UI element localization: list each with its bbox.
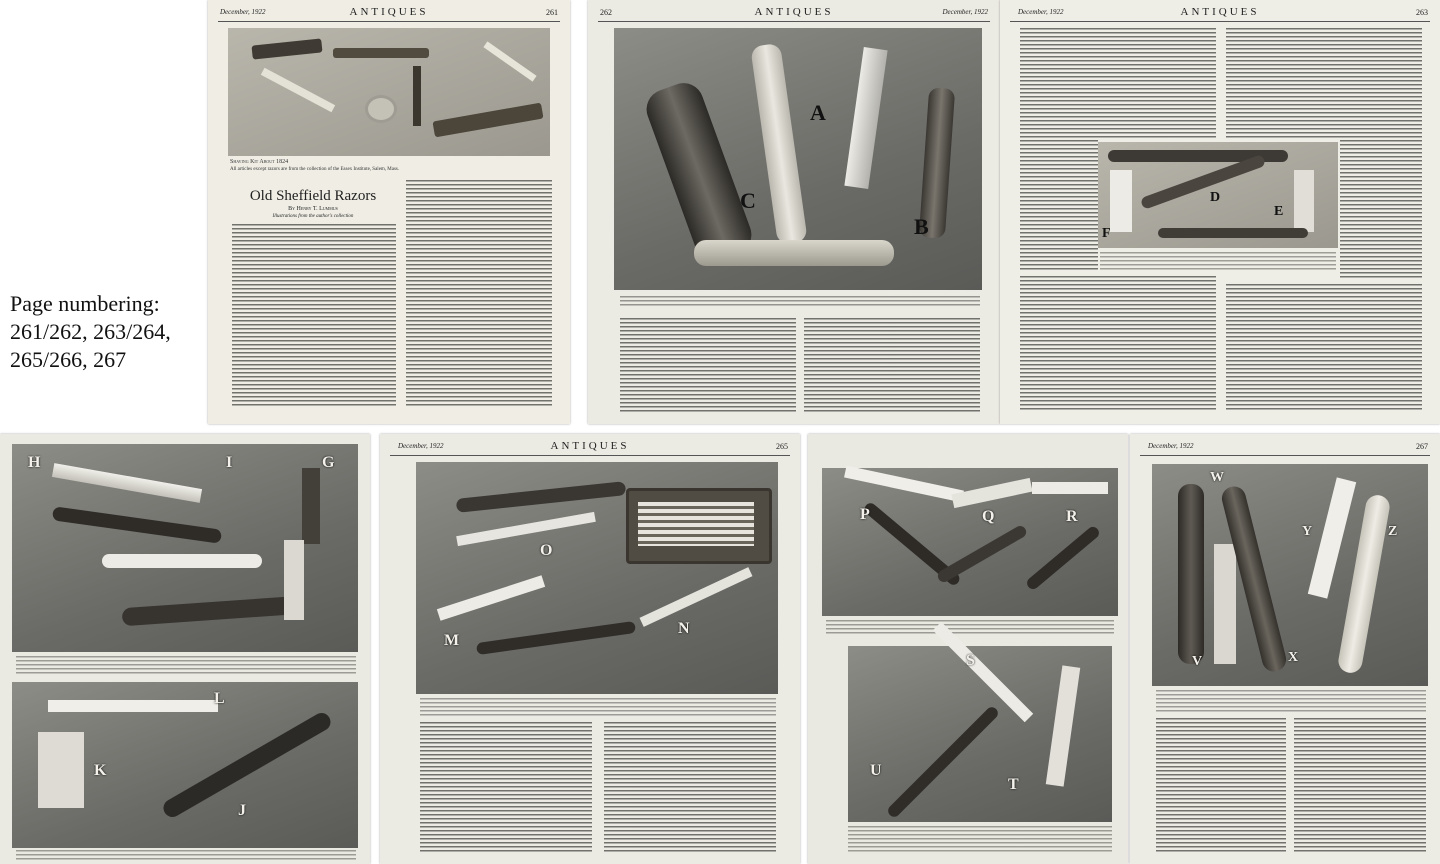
captions-p-r [826, 620, 1114, 636]
page-number: 265 [776, 442, 788, 451]
figure-letter-i: I [226, 454, 233, 471]
razors-j-l-photo [12, 682, 358, 848]
page-267 [1130, 434, 1440, 864]
column-2-text-right [1340, 140, 1422, 280]
figure-letter-m: M [444, 632, 460, 649]
captions-h-g [16, 656, 356, 674]
page-261 [208, 0, 570, 424]
figure-letter-c: C [740, 188, 756, 213]
page-number: 262 [600, 8, 612, 17]
illustrations-note: Illustrations from the author's collection [272, 214, 354, 219]
article-title: Old Sheffield Razors [249, 188, 377, 204]
razor-t-blade [1046, 665, 1081, 786]
masthead [208, 6, 570, 20]
razor-l-blade [48, 700, 218, 712]
masthead-date: December, 1922 [1148, 442, 1194, 450]
note-line-2: 265/266, 267 [10, 347, 127, 372]
column-1-text [620, 318, 796, 412]
column-2-text [804, 318, 980, 412]
figure-letter-l: L [214, 690, 225, 707]
masthead-rule [1010, 21, 1430, 22]
razor-e-blade [1294, 170, 1314, 232]
column-1-text-left [1020, 140, 1098, 272]
razor-j-handle [160, 710, 334, 821]
razor-k-blade [38, 732, 84, 808]
razor-r-handle [1025, 524, 1102, 591]
masthead-rule [1140, 455, 1430, 456]
razor-u-handle [886, 705, 1001, 820]
figure-letter-z: Z [1388, 524, 1398, 539]
razor-decorated-handle [122, 596, 303, 627]
figure-letter-p: P [860, 506, 870, 523]
masthead-date: December, 1922 [942, 8, 988, 16]
page-265 [380, 434, 800, 864]
column-2-text-top [1226, 28, 1422, 138]
razor-p-blade [844, 466, 964, 503]
razor-d-handle [1140, 154, 1266, 210]
figure-captions [1100, 252, 1336, 272]
razor-o-handle [456, 481, 627, 513]
figure-letter-q: Q [982, 508, 995, 525]
razor-b-handle [694, 240, 894, 266]
page-264 [0, 434, 370, 864]
razor-m-handle [476, 621, 636, 655]
razor-n-blade [640, 567, 753, 627]
razor-g-blade-2 [284, 540, 304, 620]
razors-a-c-photo [614, 28, 982, 290]
figure-letter-s: S [966, 652, 975, 669]
page-number: 267 [1416, 442, 1428, 451]
page-number: 263 [1416, 8, 1428, 17]
razor-c-handle [641, 78, 757, 267]
masthead-rule [598, 21, 990, 22]
figure-letter-x: X [1288, 650, 1299, 665]
photo-subcaption: All articles except razors are from the collection of the Essex Institute, Salem, Mass. [230, 167, 400, 172]
razor-y-blade [1308, 477, 1356, 598]
figure-letter-o: O [540, 542, 553, 559]
figure-letter-e: E [1274, 204, 1284, 219]
masthead [380, 440, 800, 454]
razors-h-g-photo [12, 444, 358, 652]
razors-v-z-photo [1152, 464, 1428, 686]
masthead-date: December, 1922 [1018, 8, 1064, 16]
razor-a-handle [750, 43, 808, 245]
note-line-1: 261/262, 263/264, [10, 319, 171, 344]
figure-letter-d: D [1210, 190, 1221, 205]
masthead-title: ANTIQUES [349, 6, 429, 18]
masthead-rule [218, 21, 560, 22]
page-263 [1000, 0, 1440, 424]
figure-letter-b: B [914, 214, 929, 239]
column-2-text [604, 722, 776, 852]
razor-open-2 [483, 41, 536, 81]
masthead [1000, 6, 1440, 20]
masthead-date: December, 1922 [220, 8, 266, 16]
byline: By Henry T. Lummus [288, 206, 338, 212]
page-numbering-note [10, 290, 171, 374]
razor-white-handle [102, 554, 262, 568]
razors-m-o-photo [416, 462, 778, 694]
razor-box-blades [638, 502, 754, 546]
figure-letter-w: W [1210, 470, 1224, 485]
page-262 [588, 0, 1000, 424]
figure-letter-g: G [322, 454, 335, 471]
figure-captions [620, 296, 980, 308]
razor-h-handle [52, 506, 222, 544]
column-1-text [420, 722, 592, 852]
column-2-text-bottom [1226, 284, 1422, 412]
figure-letter-r: R [1066, 508, 1078, 525]
shaving-kit-photo [228, 28, 550, 156]
figure-letter-h: H [28, 454, 41, 471]
column-1-text [232, 224, 396, 408]
razor-h-blade [52, 463, 202, 503]
masthead-title: ANTIQUES [754, 6, 834, 18]
razor-m-blade [437, 575, 545, 620]
figure-letter-j: J [238, 802, 246, 819]
razor-open [261, 68, 335, 113]
razors-p-r-photo [822, 468, 1118, 616]
razor-q-blade [951, 478, 1032, 508]
page-number: 261 [546, 8, 558, 17]
column-1-text-bottom [1020, 276, 1216, 412]
razor-v-blade [1214, 544, 1236, 664]
figure-letter-t: T [1008, 776, 1019, 793]
razor-case-2 [333, 48, 429, 58]
column-2-text [406, 180, 552, 408]
razor-s-blade [933, 622, 1033, 722]
soap-tin [368, 98, 394, 120]
figure-letter-f: F [1102, 226, 1111, 241]
masthead-title: ANTIQUES [550, 440, 630, 452]
figure-letter-v: V [1192, 654, 1203, 669]
razor-a-blade [844, 47, 887, 189]
captions-s-u [848, 826, 1112, 852]
razor-o-blade [456, 512, 596, 546]
figure-letter-y: Y [1302, 524, 1313, 539]
razor-w-handle [1178, 484, 1204, 664]
figure-letter-a: A [810, 100, 826, 125]
figure-letter-n: N [678, 620, 690, 637]
column-2-text [1294, 718, 1426, 852]
razor-g-blade [302, 468, 320, 544]
razor-bottom-handle [1158, 228, 1308, 238]
razor-q-handle [936, 524, 1029, 584]
masthead-rule [390, 455, 790, 456]
figure-letter-k: K [94, 762, 107, 779]
razor-case-1 [251, 38, 322, 59]
figure-captions [1156, 690, 1426, 712]
razor-r-blade [1032, 482, 1108, 494]
photo-caption: Shaving Kit About 1824 [230, 159, 289, 165]
razors-s-u-photo [848, 646, 1112, 822]
note-label: Page numbering: [10, 291, 160, 316]
page-266 [808, 434, 1128, 864]
masthead-date: December, 1922 [398, 442, 444, 450]
figure-letter-u: U [870, 762, 882, 779]
captions-j-l [16, 850, 356, 862]
column-1-text-top [1020, 28, 1216, 138]
column-1-text [1156, 718, 1286, 852]
razors-d-f-photo [1098, 142, 1338, 248]
razor-case-3 [432, 103, 543, 138]
masthead [1130, 440, 1440, 454]
masthead [588, 6, 1000, 20]
razor-f-blade [1110, 170, 1132, 232]
brush [413, 66, 421, 126]
figure-captions [420, 698, 776, 716]
masthead-title: ANTIQUES [1180, 6, 1260, 18]
